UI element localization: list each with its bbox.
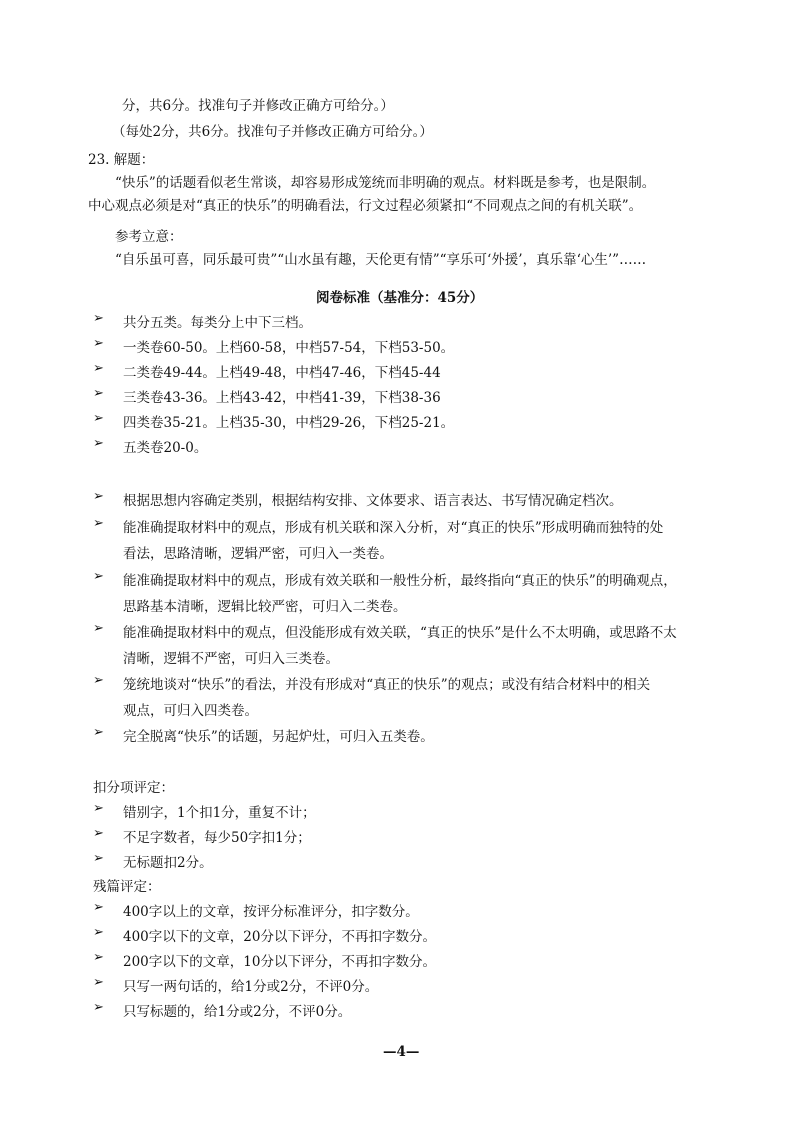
arrowhead-bullet-icon: ➢ [93, 336, 104, 351]
arrowhead-bullet-icon: ➢ [93, 386, 104, 401]
list-item: 一类卷60-50。上档60-58，中档57-54，下档53-50。 [123, 340, 455, 356]
list-item: 200字以下的文章，10分以下评分，不再扣字数分。 [123, 954, 436, 970]
list-item: 完全脱离“快乐”的话题，另起炉灶，可归入五类卷。 [123, 729, 434, 745]
arrowhead-bullet-icon: ➢ [93, 725, 104, 740]
arrowhead-bullet-icon: ➢ [93, 1000, 104, 1015]
q23-para1: “快乐”的话题看似老生常谈，却容易形成笼统而非明确的观点。材料既是参考，也是限制。 [115, 175, 656, 191]
arrowhead-bullet-icon: ➢ [93, 361, 104, 376]
list-item: 能准确提取材料中的观点，形成有效关联和一般性分析，最终指向“真正的快乐”的明确观点， [123, 573, 677, 589]
arrowhead-bullet-icon: ➢ [93, 621, 104, 636]
list-item: 四类卷35-21。上档35-30，中档29-26，下档25-21。 [123, 415, 455, 431]
q23-para2: 中心观点必须是对“真正的快乐”的明确看法，行文过程必须紧扣“不同观点之间的有机关联”。 [88, 198, 643, 214]
list-item-continuation: 思路基本清晰，逻辑比较严密，可归入二类卷。 [123, 599, 407, 615]
arrowhead-bullet-icon: ➢ [93, 569, 104, 584]
arrowhead-bullet-icon: ➢ [93, 925, 104, 940]
list-item: 能准确提取材料中的观点，形成有机关联和深入分析，对“真正的快乐”形成明确而独特的处 [123, 520, 664, 536]
arrowhead-bullet-icon: ➢ [93, 900, 104, 915]
arrowhead-bullet-icon: ➢ [93, 826, 104, 841]
list-item: 无标题扣2分。 [123, 855, 213, 871]
q22-tail-line1: 分，共6分。找准句子并修改正确方可给分。） [122, 98, 394, 114]
list-item: 能准确提取材料中的观点，但没能形成有效关联，“真正的快乐”是什么不太明确，或思路不太 [123, 625, 677, 641]
deductions-label: 扣分项评定： [93, 780, 174, 796]
list-item: 只写标题的，给1分或2分，不评0分。 [123, 1004, 352, 1020]
arrowhead-bullet-icon: ➢ [93, 489, 104, 504]
list-item: 根据思想内容确定类别，根据结构安排、文体要求、语言表达、书写情况确定档次。 [123, 493, 623, 509]
list-item: 错别字，1个扣1分，重复不计； [123, 805, 316, 821]
arrowhead-bullet-icon: ➢ [93, 411, 104, 426]
grading-title: 阅卷标准（基准分：45分） [316, 290, 484, 306]
arrowhead-bullet-icon: ➢ [93, 950, 104, 965]
list-item: 400字以上的文章，按评分标准评分，扣字数分。 [123, 904, 419, 920]
list-item: 不足字数者，每少50字扣1分； [123, 830, 311, 846]
list-item-continuation: 看法，思路清晰，逻辑严密，可归入一类卷。 [123, 546, 393, 562]
arrowhead-bullet-icon: ➢ [93, 516, 104, 531]
q23-heading: 23. 解题： [88, 152, 155, 168]
arrowhead-bullet-icon: ➢ [93, 801, 104, 816]
list-item: 共分五类。每类分上中下三档。 [123, 315, 312, 331]
list-item: 二类卷49-44。上档49-48，中档47-46，下档45-44 [123, 365, 441, 381]
q23-ref-label: 参考立意： [115, 229, 183, 245]
arrowhead-bullet-icon: ➢ [93, 975, 104, 990]
incomplete-label: 残篇评定： [93, 879, 161, 895]
list-item-continuation: 观点，可归入四类卷。 [123, 703, 258, 719]
list-item: 只写一两句话的，给1分或2分，不评0分。 [123, 979, 379, 995]
list-item: 三类卷43-36。上档43-42，中档41-39，下档38-36 [123, 390, 441, 406]
q22-tail-line2: （每处2分，共6分。找准句子并修改正确方可给分。） [112, 124, 433, 140]
list-item: 五类卷20-0。 [123, 440, 208, 456]
list-item: 笼统地谈对“快乐”的看法，并没有形成对“真正的快乐”的观点；或没有结合材料中的相关 [123, 677, 651, 693]
arrowhead-bullet-icon: ➢ [93, 673, 104, 688]
q23-ref-text: “自乐虽可喜，同乐最可贵”“山水虽有趣，天伦更有情”“享乐可‘外援’，真乐靠‘心生’”…… [115, 252, 647, 268]
arrowhead-bullet-icon: ➢ [93, 436, 104, 451]
list-item-continuation: 清晰，逻辑不严密，可归入三类卷。 [123, 651, 339, 667]
arrowhead-bullet-icon: ➢ [93, 311, 104, 326]
list-item: 400字以下的文章，20分以下评分，不再扣字数分。 [123, 929, 436, 945]
page-number: —4— [383, 1044, 420, 1060]
arrowhead-bullet-icon: ➢ [93, 851, 104, 866]
